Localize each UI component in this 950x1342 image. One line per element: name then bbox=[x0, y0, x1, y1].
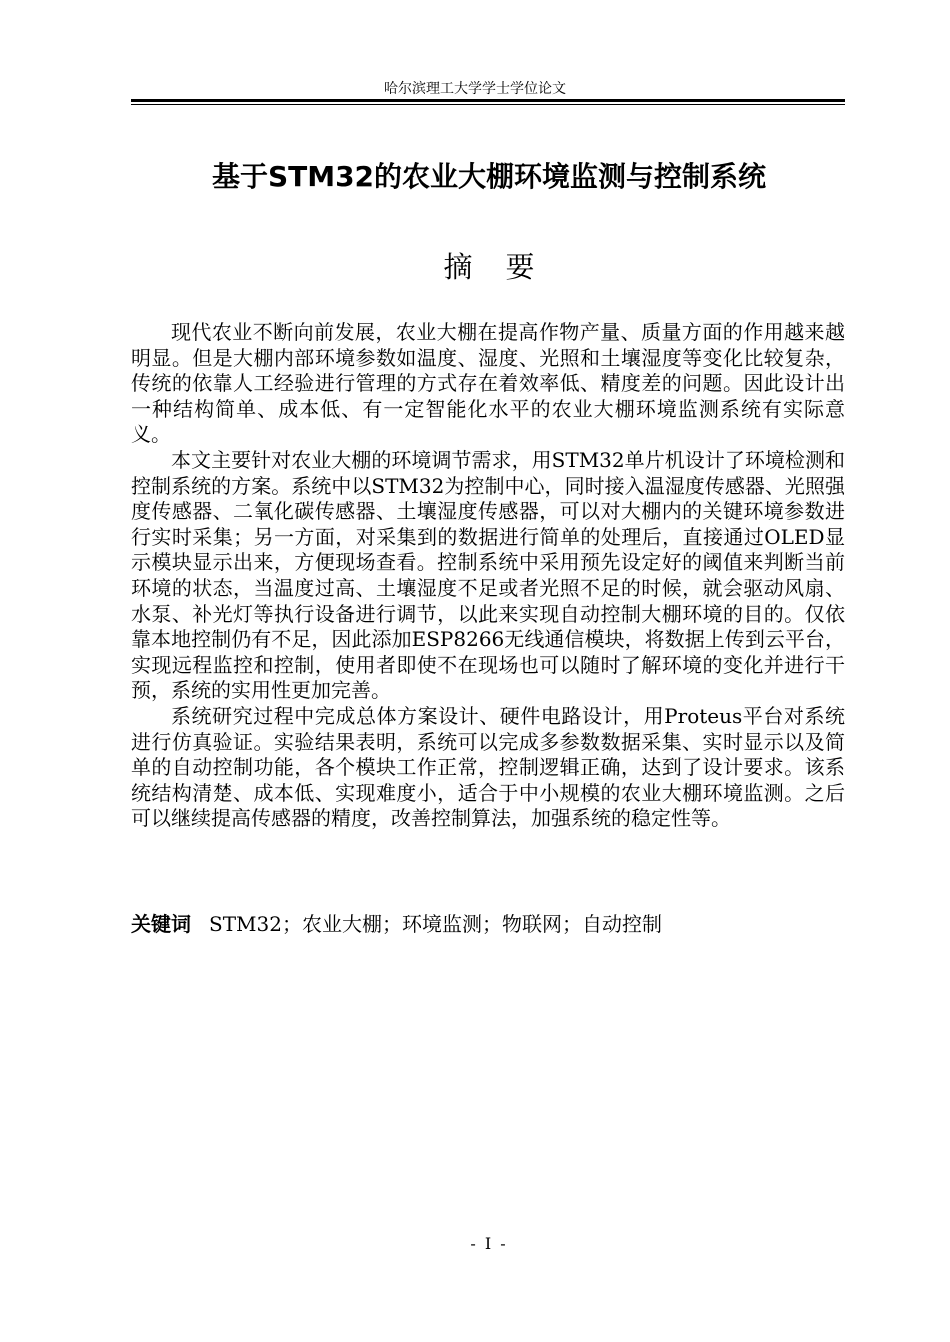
abstract-paragraph-3: 系统研究过程中完成总体方案设计、硬件电路设计，用Proteus平台对系统进行仿真验证。实验结果表明，系统可以完成多参数数据采集、实时显示以及简单的自动控制功能，各个模块工作正常，控制逻辑正确，达到了设计要求。该系统结构清楚、成本低、实现难度小，适合于中小规模的农业大棚环境监测。之后可以继续提高传感器的精度，改善控制算法，加强系统的稳定性等。 bbox=[131, 703, 845, 831]
abstract-paragraph-2: 本文主要针对农业大棚的环境调节需求，用STM32单片机设计了环境检测和控制系统的方案。系统中以STM32为控制中心，同时接入温湿度传感器、光照强度传感器、二氧化碳传感器、土壤湿度传感器，可以对大棚内的关键环境参数进行实时采集；另一方面，对采集到的数据进行简单的处理后，直接通过OLED显示模块显示出来，方便现场查看。控制系统中采用预先设定好的阈值来判断当前环境的状态，当温度过高、土壤湿度不足或者光照不足的时候，就会驱动风扇、水泵、补光灯等执行设备进行调节，以此来实现自动控制大棚环境的目的。仅依靠本地控制仍有不足，因此添加ESP8266无线通信模块，将数据上传到云平台，实现远程监控和控制，使用者即使不在现场也可以随时了解环境的变化并进行干预，系统的实用性更加完善。 bbox=[131, 447, 845, 703]
thesis-title: 基于STM32的农业大棚环境监测与控制系统 bbox=[211, 160, 767, 193]
running-header: 哈尔滨理工大学学士学位论文 bbox=[384, 81, 566, 97]
keywords-text: STM32；农业大棚；环境监测；物联网；自动控制 bbox=[209, 912, 662, 936]
header-rule-thick bbox=[131, 99, 845, 102]
header-rule-thin bbox=[131, 104, 845, 105]
keywords-line bbox=[131, 911, 845, 937]
page-number: - I - bbox=[470, 1234, 508, 1253]
abstract-heading: 摘要 bbox=[443, 250, 568, 284]
abstract-body bbox=[131, 320, 845, 832]
abstract-paragraph-1: 现代农业不断向前发展，农业大棚在提高作物产量、质量方面的作用越来越明显。但是大棚内部环境参数如温度、湿度、光照和土壤湿度等变化比较复杂，传统的依靠人工经验进行管理的方式存在着效率低、精度差的问题。因此设计出一种结构简单、成本低、有一定智能化水平的农业大棚环境监测系统有实际意义。 bbox=[131, 320, 845, 447]
keywords-label: 关键词 bbox=[131, 912, 191, 936]
